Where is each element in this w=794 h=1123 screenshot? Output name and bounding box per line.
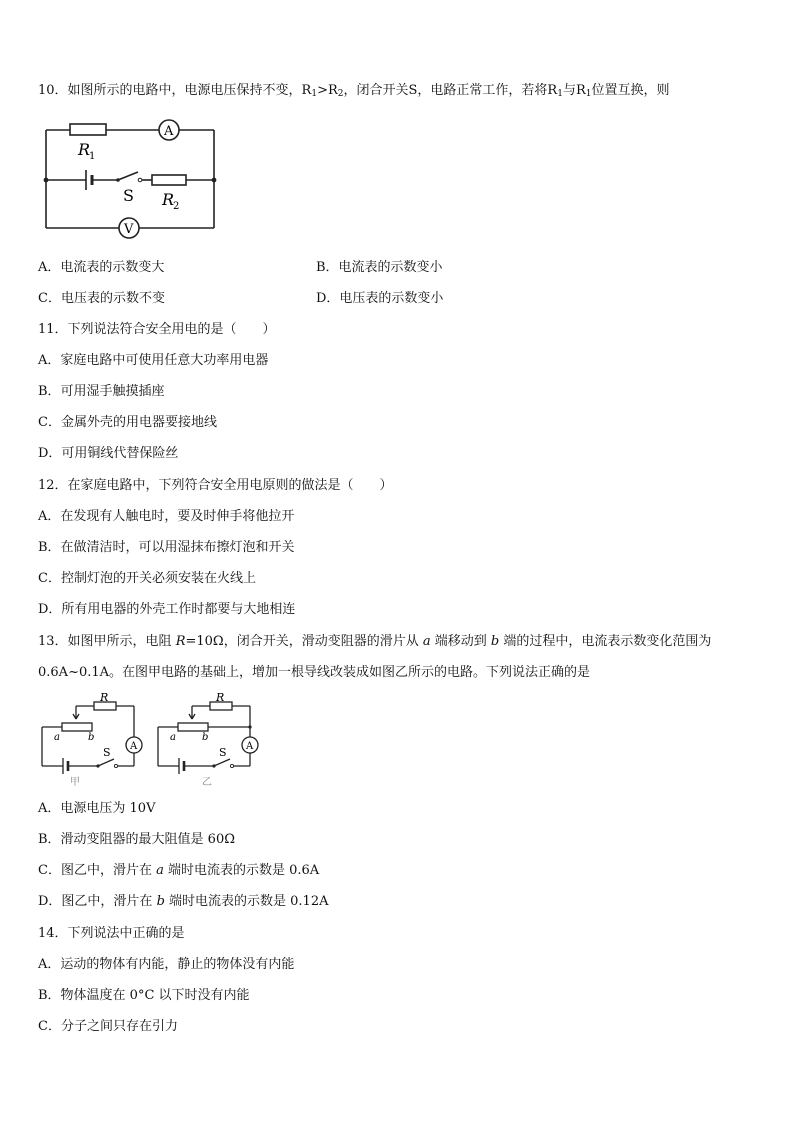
q12-stem: 12．在家庭电路中，下列符合安全用电原则的做法是（ ） — [38, 478, 393, 493]
q14-option-a: A．运动的物体有内能，静止的物体没有内能 — [38, 957, 295, 972]
svg-text:A: A — [246, 741, 254, 752]
r1-resistor — [70, 124, 106, 135]
r2-label: R — [162, 190, 175, 209]
r2-resistor — [152, 175, 186, 185]
q12-option-b: B．在做清洁时，可以用湿抹布擦灯泡和开关 — [38, 540, 295, 555]
q13-option-d: D．图乙中，滑片在 b 端时电流表的示数是 0.12A — [38, 894, 329, 909]
switch-label: S — [123, 186, 134, 205]
q10-stem: 10．如图所示的电路中，电源电压保持不变，$R_1>R_2$，闭合开关S，电路正常工作，若将$R_1$与$R_1$位置互换，则 — [38, 83, 670, 99]
q14-stem: 14．下列说法中正确的是 — [38, 926, 185, 941]
q11-option-c: C．金属外壳的用电器要接地线 — [38, 415, 217, 430]
q11-option-b: B．可用湿手触摸插座 — [38, 384, 165, 399]
q10-option-c: C．电压表的示数不变 — [38, 291, 165, 306]
q14-option-c: C．分子之间只存在引力 — [38, 1019, 178, 1034]
q10-option-b: B．电流表的示数变小 — [316, 260, 443, 275]
svg-text:b: b — [88, 732, 95, 743]
caption-yi: 乙 — [202, 777, 212, 788]
q12-option-d: D．所有用电器的外壳工作时都要与大地相连 — [38, 602, 296, 617]
q11-option-a: A．家庭电路中可使用任意大功率用电器 — [38, 353, 269, 368]
q13-option-a: A．电源电压为 10V — [38, 801, 156, 816]
r1-label: R — [78, 140, 91, 159]
q13-option-b: B．滑动变阻器的最大阻值是 60Ω — [38, 832, 236, 847]
svg-text:1: 1 — [89, 151, 96, 162]
q13-stem-line2: 0.6A~0.1A。在图甲电路的基础上，增加一根导线改装成如图乙所示的电路。下列说法正确的是 — [38, 665, 591, 680]
q13-circuit-yi — [152, 692, 266, 788]
q11-option-d: D．可用铜线代替保险丝 — [38, 446, 179, 461]
q11-stem: 11．下列说法符合安全用电的是（ ） — [38, 322, 276, 337]
svg-text:R: R — [100, 692, 109, 704]
svg-text:S: S — [219, 746, 227, 759]
q10-option-d: D．电压表的示数变小 — [316, 291, 444, 306]
svg-text:S: S — [103, 746, 111, 759]
q14-option-b: B．物体温度在 0°C 以下时没有内能 — [38, 988, 250, 1003]
q10-circuit-diagram — [38, 112, 222, 248]
svg-text:A: A — [130, 741, 138, 752]
q13-circuit-jia — [36, 692, 150, 788]
q12-option-a: A．在发现有人触电时，要及时伸手将他拉开 — [38, 509, 295, 524]
q10-option-a: A．电流表的示数变大 — [38, 260, 165, 275]
svg-text:b: b — [202, 732, 209, 743]
voltmeter-label: V — [124, 222, 134, 237]
svg-text:2: 2 — [173, 201, 180, 212]
caption-jia: 甲 — [70, 777, 80, 788]
ammeter-label: A — [164, 124, 174, 139]
q13-option-c: C．图乙中，滑片在 a 端时电流表的示数是 0.6A — [38, 863, 320, 878]
svg-text:a: a — [170, 732, 176, 743]
svg-text:R: R — [216, 692, 225, 704]
q12-option-c: C．控制灯泡的开关必须安装在火线上 — [38, 571, 256, 586]
q13-stem-line1: 13．如图甲所示，电阻 R=10Ω，闭合开关，滑动变阻器的滑片从 a 端移动到 b 端的过程中，电流表示数变化范围为 — [38, 634, 712, 649]
svg-text:a: a — [54, 732, 60, 743]
